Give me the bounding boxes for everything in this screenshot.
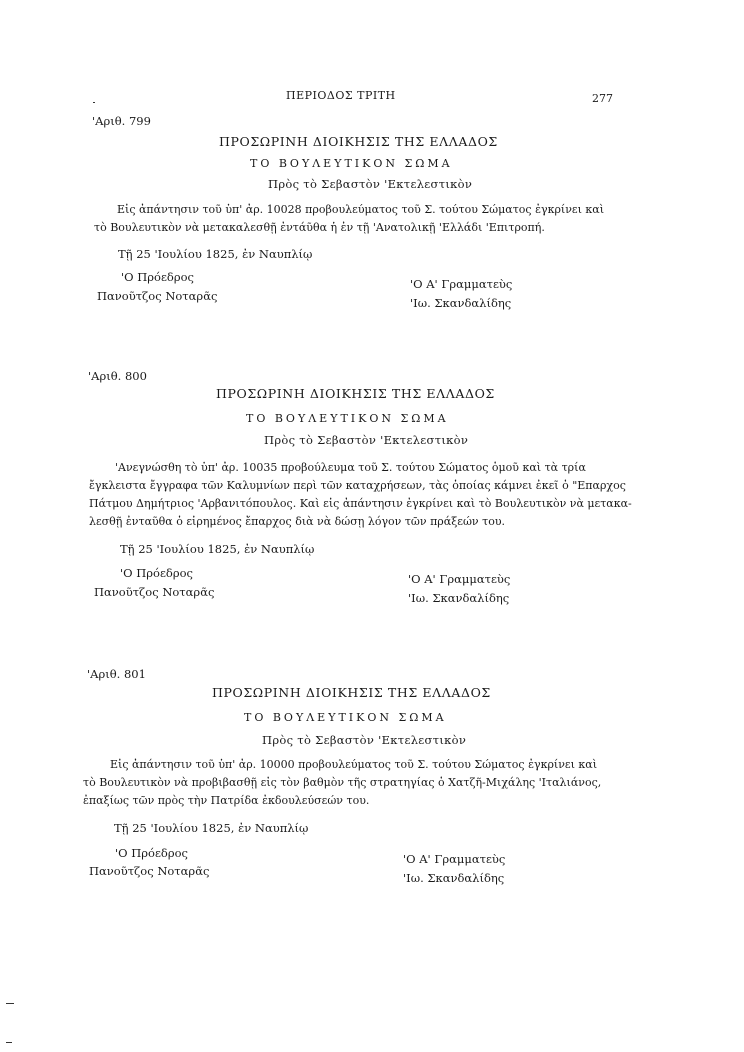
body-line: Εἰς ἀπάντησιν τοῦ ὑπ' ἀρ. 10000 προβουλεύματος τοῦ Σ. τούτου Σώματος ἐγκρίνει καὶ	[110, 758, 598, 771]
running-title: ΠΕΡΙΟΔΟΣ ΤΡΙΤΗ	[286, 89, 396, 102]
document-addressee: Πρὸς τὸ Σεβαστὸν 'Εκτελεστικὸν	[264, 433, 469, 447]
document-addressee: Πρὸς τὸ Σεβαστὸν 'Εκτελεστικὸν	[268, 177, 473, 191]
page-number: 277	[592, 92, 613, 105]
document-date: Τῇ 25 'Ιουλίου 1825, ἐν Ναυπλίῳ	[120, 542, 315, 556]
document-title: ΠΡΟΣΩΡΙΝΗ ΔΙΟΙΚΗΣΙΣ ΤΗΣ ΕΛΛΑΔΟΣ	[219, 134, 498, 149]
scan-speck	[6, 1042, 12, 1043]
president-name: Πανοῦτζος Νοταρᾶς	[89, 864, 210, 878]
body-line: λεσθῇ ἐνταῦθα ὁ εἰρημένος ἔπαρχος διὰ νὰ δώσῃ λόγον τῶν πράξεών του.	[89, 515, 506, 528]
secretary-title: 'Ο Α' Γραμματεὺς	[408, 572, 511, 586]
document-subtitle: ΤΟ ΒΟΥΛΕΥΤΙΚΟΝ ΣΩΜΑ	[244, 711, 447, 724]
document-number: 'Αριθ. 801	[87, 667, 146, 681]
document-subtitle: ΤΟ ΒΟΥΛΕΥΤΙΚΟΝ ΣΩΜΑ	[246, 412, 449, 425]
body-line: Πάτμου Δημήτριος 'Αρβανιτόπουλος. Καὶ εἰς ἀπάντησιν ἐγκρίνει καὶ τὸ Βουλευτικὸν νὰ μετακα-	[89, 497, 632, 510]
body-line: ἐπαξίως τῶν πρὸς τὴν Πατρίδα ἐκδουλεύσεών του.	[83, 794, 370, 807]
body-line: 'Ανεγνώσθη τὸ ὑπ' ἀρ. 10035 προβούλευμα τοῦ Σ. τούτου Σώματος ὁμοῦ καὶ τὰ τρία	[115, 461, 586, 474]
secretary-name: 'Ιω. Σκανδαλίδης	[403, 871, 505, 885]
scan-speck	[93, 102, 95, 103]
president-title: 'Ο Πρόεδρος	[120, 566, 193, 580]
president-name: Πανοῦτζος Νοταρᾶς	[97, 289, 218, 303]
body-line: τὸ Βουλευτικὸν νὰ προβιβασθῇ εἰς τὸν βαθμὸν τῆς στρατηγίας ὁ Χατζῆ-Μιχάλης 'Ιταλιάνος,	[83, 776, 602, 789]
secretary-title: 'Ο Α' Γραμματεὺς	[410, 277, 513, 291]
document-title: ΠΡΟΣΩΡΙΝΗ ΔΙΟΙΚΗΣΙΣ ΤΗΣ ΕΛΛΑΔΟΣ	[212, 685, 491, 700]
document-subtitle: ΤΟ ΒΟΥΛΕΥΤΙΚΟΝ ΣΩΜΑ	[250, 157, 453, 170]
body-line: τὸ Βουλευτικὸν νὰ μετακαλεσθῇ ἐντάῦθα ἡ ἐν τῇ 'Ανατολικῇ 'Ελλάδι 'Επιτροπή.	[94, 221, 545, 234]
secretary-title: 'Ο Α' Γραμματεὺς	[403, 852, 506, 866]
president-name: Πανοῦτζος Νοταρᾶς	[94, 585, 215, 599]
body-line: ἔγκλειστα ἔγγραφα τῶν Καλυμνίων περὶ τῶν καταχρήσεων, τὰς ὁποίας κάμνει ἐκεῖ ὁ "Επαρχος	[89, 479, 626, 492]
document-date: Τῇ 25 'Ιουλίου 1825, ἐν Ναυπλίῳ	[114, 821, 309, 835]
president-title: 'Ο Πρόεδρος	[121, 270, 194, 284]
document-number: 'Αριθ. 799	[92, 114, 151, 128]
secretary-name: 'Ιω. Σκανδαλίδης	[408, 591, 510, 605]
document-number: 'Αριθ. 800	[88, 369, 147, 383]
secretary-name: 'Ιω. Σκανδαλίδης	[410, 296, 512, 310]
document-addressee: Πρὸς τὸ Σεβαστὸν 'Εκτελεστικὸν	[262, 733, 467, 747]
document-date: Τῇ 25 'Ιουλίου 1825, ἐν Ναυπλίῳ	[118, 247, 313, 261]
scan-speck	[6, 1003, 14, 1004]
president-title: 'Ο Πρόεδρος	[115, 846, 188, 860]
body-line: Εἰς ἀπάντησιν τοῦ ὑπ' ἀρ. 10028 προβουλεύματος τοῦ Σ. τούτου Σώματος ἐγκρίνει καὶ	[117, 203, 605, 216]
document-title: ΠΡΟΣΩΡΙΝΗ ΔΙΟΙΚΗΣΙΣ ΤΗΣ ΕΛΛΑΔΟΣ	[216, 386, 495, 401]
